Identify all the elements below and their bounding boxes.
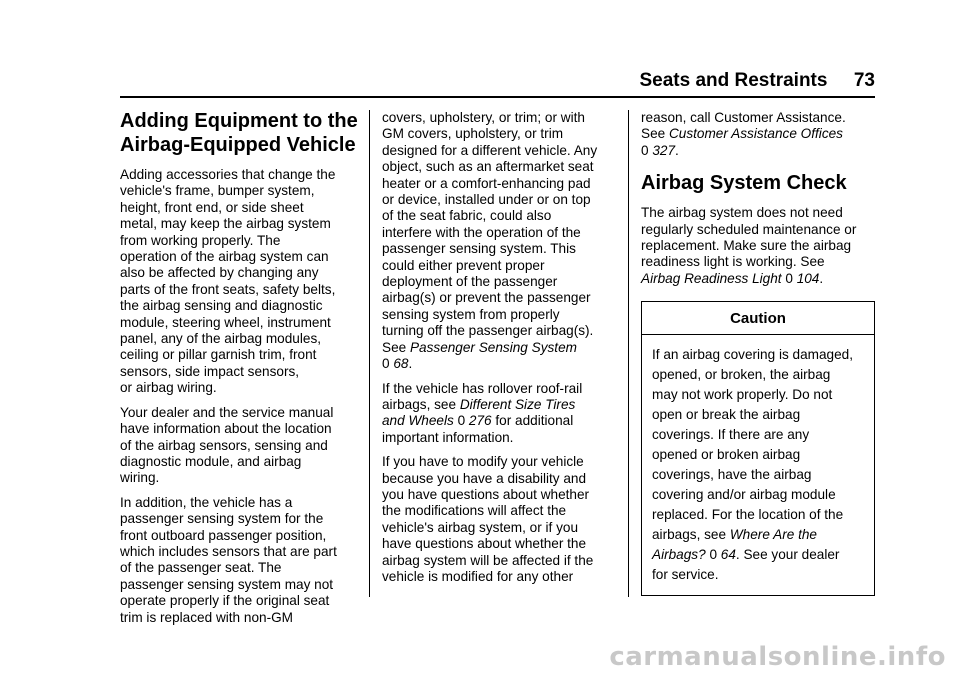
text-line: covering and/or airbag module — [652, 486, 836, 502]
text-line: reason, call Customer Assistance. — [641, 110, 846, 125]
text-line: deployment of the passenger — [382, 274, 558, 290]
text-line: which includes sensors that are part — [120, 543, 337, 559]
text-line: regularly scheduled maintenance or — [641, 221, 857, 237]
text-line: of the passenger seat. The — [120, 560, 282, 576]
text-line: for service. — [652, 566, 719, 582]
text-line: Adding accessories that change the — [120, 167, 336, 182]
text-line: vehicle's airbag system, or if you — [382, 519, 579, 535]
text-line: from working properly. The — [120, 232, 281, 248]
page-ref-arrow-icon: 0 — [785, 270, 793, 286]
text-line: airbag system will be affected if the — [382, 552, 594, 568]
xref-page-number[interactable]: 327 — [652, 142, 676, 158]
text-line: passenger sensing system for the — [120, 511, 324, 527]
text-line: parts of the front seats, safety belts, — [120, 281, 336, 297]
text-line: could either prevent proper — [382, 257, 545, 273]
xref-and-wheels[interactable]: and Wheels — [382, 413, 454, 429]
text-line: operation of the airbag system can — [120, 249, 329, 265]
text-line: sensors, side impact sensors, — [120, 363, 300, 379]
text-line: the airbag sensing and diagnostic — [120, 298, 323, 314]
text-line: opened, or broken, the airbag — [652, 366, 831, 382]
text-line — [652, 545, 864, 565]
paragraph-dealer — [120, 405, 358, 487]
text-line: turning off the passenger airbag(s). — [382, 323, 594, 339]
text-line: coverings, have the airbag — [652, 466, 812, 482]
xref-different-size-tires[interactable]: Different Size Tires — [459, 396, 576, 412]
paragraph-accessories — [120, 167, 358, 397]
paragraph-system-check — [641, 205, 879, 287]
section-heading-adding-equipment — [120, 110, 358, 157]
section-heading-airbag-system-check: Airbag System Check — [641, 172, 847, 195]
xref-airbag-readiness-light[interactable]: Airbag Readiness Light — [641, 270, 782, 286]
text-line: operate properly if the original seat — [120, 593, 330, 609]
text-line: the modifications will affect the — [382, 503, 567, 519]
heading-line: Airbag-Equipped Vehicle — [120, 133, 356, 156]
xref-where-are-the-airbags[interactable]: Where Are the — [729, 526, 817, 542]
text-line: interfere with the operation of the — [382, 224, 581, 240]
text-line: of the airbag sensors, sensing and — [120, 437, 328, 453]
xref-page-number[interactable]: 68 — [393, 356, 409, 372]
text-line: replacement. Make sure the airbag — [641, 238, 852, 254]
text-line: designed for a different vehicle. Any — [382, 142, 598, 158]
text-line: diagnostic module, and airbag — [120, 453, 302, 469]
text-line — [641, 126, 879, 142]
page-header — [120, 66, 875, 96]
xref-airbags[interactable]: Airbags? — [652, 546, 706, 562]
text-line: covers, upholstery, or trim; or with — [382, 110, 585, 125]
column-2 — [382, 110, 620, 593]
text-line — [382, 340, 620, 356]
xref-passenger-sensing-system[interactable]: Passenger Sensing System — [409, 339, 577, 355]
text-line: module, steering wheel, instrument — [120, 314, 331, 330]
text-line — [641, 143, 879, 159]
text-line: readiness light is working. See — [641, 254, 825, 270]
caution-divider — [642, 334, 874, 335]
page-ref-arrow-icon: 0 — [641, 142, 649, 158]
text-line: have information about the location — [120, 421, 332, 437]
xref-page-number[interactable]: 104 — [796, 270, 820, 286]
text-line: trim is replaced with non-GM — [120, 609, 293, 625]
paragraph-modify — [382, 454, 620, 585]
header-text — [639, 70, 875, 92]
text-line — [382, 397, 620, 413]
column-divider-1 — [369, 110, 370, 597]
text-line: object, such as an aftermarket seat — [382, 159, 594, 175]
page-ref-arrow-icon: 0 — [457, 413, 466, 429]
page-number: 73 — [853, 70, 875, 91]
paragraph-rollover — [382, 381, 620, 447]
column-3 — [641, 110, 879, 596]
text-line: because you have a disability and — [382, 470, 587, 486]
text-line: If you have to modify your vehicle — [382, 454, 584, 470]
text-line: coverings. If there are any — [652, 426, 810, 442]
text-line: panel, any of the airbag modules, — [120, 331, 322, 347]
text-line: have questions about whether the — [382, 536, 587, 552]
text-line — [382, 413, 620, 429]
text-line: metal, may keep the airbag system — [120, 216, 331, 232]
text-line: important information. — [382, 429, 514, 445]
paragraph-customer-assistance — [641, 110, 879, 159]
text-line: open or break the airbag — [652, 406, 801, 422]
column-1 — [120, 110, 358, 634]
text-tail: for additional — [491, 413, 574, 429]
caution-title: Caution — [730, 310, 786, 328]
text-line: opened or broken airbag — [652, 446, 801, 462]
text-line: or device, installed under or on top — [382, 192, 591, 208]
caution-text — [652, 345, 864, 585]
text-line — [652, 525, 864, 545]
text-period: . — [408, 356, 413, 372]
text-line: may not work properly. Do not — [652, 386, 833, 402]
text-airbags-see: airbags, see — [382, 396, 460, 412]
text-line: airbag(s) or prevent the passenger — [382, 290, 591, 306]
text-line: Your dealer and the service manual — [120, 404, 334, 420]
xref-customer-assistance-offices[interactable]: Customer Assistance Offices — [668, 126, 843, 142]
text-line: replaced. For the location of the — [652, 506, 844, 522]
text-line: height, front end, or side sheet — [120, 199, 304, 215]
text-line: passenger sensing system. This — [382, 241, 576, 257]
page-ref-arrow-icon: 0 — [382, 356, 390, 372]
column-divider-2 — [628, 110, 629, 597]
text-line: GM covers, upholstery, or trim — [382, 126, 564, 142]
text-see: See — [641, 126, 669, 142]
section-title: Seats and Restraints — [639, 70, 828, 91]
paragraph-passenger-sensing — [120, 495, 358, 626]
text-line — [382, 356, 620, 372]
page-ref-arrow-icon: 0 — [709, 546, 717, 562]
text-line: of the seat fabric, could also — [382, 208, 552, 224]
text-airbags-see: airbags, see — [652, 526, 730, 542]
text-line — [641, 271, 879, 287]
text-line: heater or a comfort-enhancing pad — [382, 175, 591, 191]
text-line: wiring. — [120, 470, 160, 486]
text-line: also be affected by changing any — [120, 265, 319, 281]
text-line: ceiling or pillar garnish trim, front — [120, 347, 317, 363]
text-line: you have questions about whether — [382, 486, 590, 502]
text-line: If the vehicle has rollover roof-rail — [382, 380, 583, 396]
text-see: See — [382, 339, 410, 355]
text-line: passenger sensing system may not — [120, 576, 334, 592]
text-line: front outboard passenger position, — [120, 527, 327, 543]
text-line: If an airbag covering is damaged, — [652, 346, 854, 362]
text-tail: . See your dealer — [735, 546, 840, 562]
header-rule — [120, 96, 875, 98]
watermark: carmanualsonline.info — [609, 642, 946, 672]
caution-box — [641, 301, 875, 595]
heading-line: Adding Equipment to the — [120, 110, 358, 132]
text-line: sensing system from properly — [382, 306, 560, 322]
text-line: The airbag system does not need — [641, 205, 843, 221]
text-line: or airbag wiring. — [120, 380, 217, 396]
xref-page-number[interactable]: 276 — [468, 413, 492, 429]
text-line: vehicle's frame, bumper system, — [120, 183, 315, 199]
text-period: . — [675, 142, 679, 158]
text-period: . — [819, 270, 824, 286]
paragraph-covers — [382, 110, 620, 373]
text-line: In addition, the vehicle has a — [120, 494, 293, 510]
text-line: vehicle is modified for any other — [382, 568, 574, 584]
xref-page-number[interactable]: 64 — [720, 546, 736, 562]
